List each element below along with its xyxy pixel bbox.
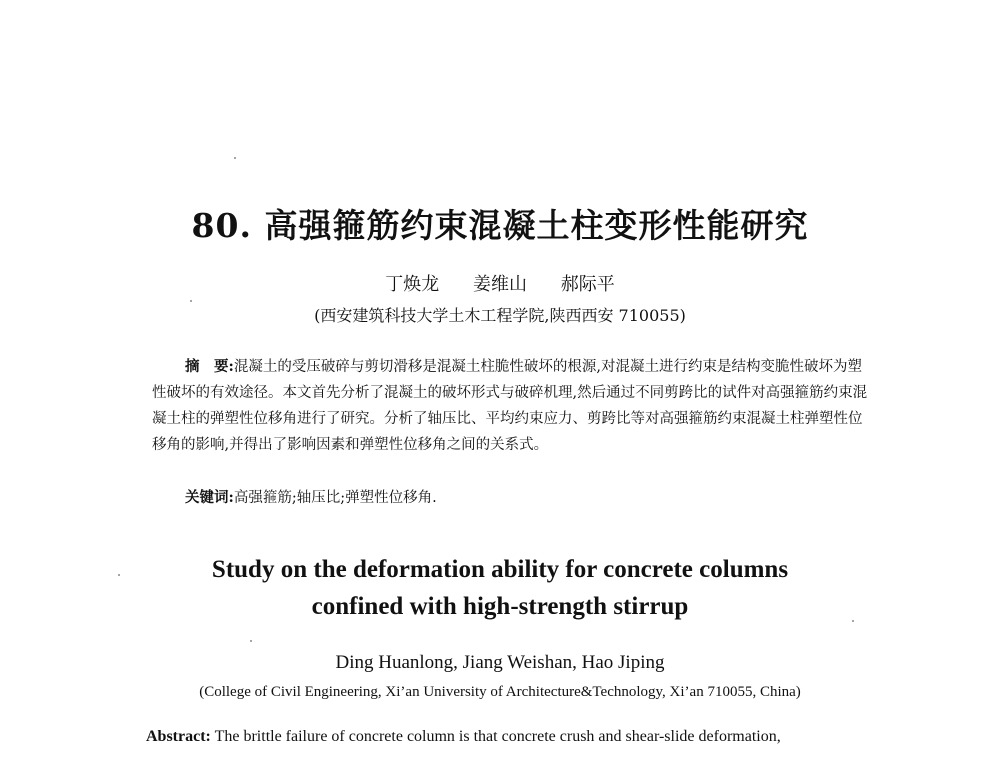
author-cn-3: 郝际平 xyxy=(560,274,615,295)
abstract-cn-label: 摘 要: xyxy=(185,358,234,375)
affiliation-en: (College of Civil Engineering, Xi’an University of Architecture&Technology, Xi’an 710055, China) xyxy=(199,684,801,700)
author-cn-1: 丁焕龙 xyxy=(385,274,440,295)
abstract-cn xyxy=(152,354,870,458)
scan-speck xyxy=(190,300,192,302)
author-cn-2: 姜维山 xyxy=(473,274,527,295)
abstract-en-text: The brittle failure of concrete column is that concrete crush and shear-slide deformation, xyxy=(214,728,781,745)
keywords-cn-text: 高强箍筋;轴压比;弹塑性位移角. xyxy=(233,490,437,506)
keywords-cn-label: 关键词: xyxy=(185,489,234,506)
paper-title-en-line2: confined with high-strength stirrup xyxy=(311,593,689,620)
paper-title-en-line1: Study on the deformation ability for concrete columns xyxy=(211,556,789,583)
abstract-en-label: Abstract: xyxy=(146,728,211,745)
scan-speck xyxy=(250,640,252,642)
abstract-en xyxy=(146,728,906,746)
scan-speck xyxy=(234,157,236,159)
authors-en: Ding Huanlong, Jiang Weishan, Hao Jiping xyxy=(335,652,665,673)
affiliation-cn: (西安建筑科技大学土木工程学院,陕西西安 710055) xyxy=(314,306,686,325)
scan-speck xyxy=(852,620,854,622)
paper-title-cn: 80. 高强箍筋约束混凝土柱变形性能研究 xyxy=(191,206,809,245)
abstract-cn-text: 混凝土的受压破碎与剪切滑移是混凝土柱脆性破坏的根源,对混凝土进行约束是结构变脆性破坏为塑性破坏的有效途径。本文首先分析了混凝土的破坏形式与破碎机理,然后通过不同剪跨比的试件对高强箍筋约束混凝土柱的弹塑性位移角进行了研究。分析了轴压比、平均约束应力、剪跨比等对高强箍筋约束混凝土柱弹塑性位移角的影响,并得出了影响因素和弹塑性位移角之间的关系式。 xyxy=(152,359,868,453)
scan-speck xyxy=(118,574,120,576)
keywords-cn xyxy=(185,486,437,507)
authors-cn xyxy=(0,270,1000,296)
